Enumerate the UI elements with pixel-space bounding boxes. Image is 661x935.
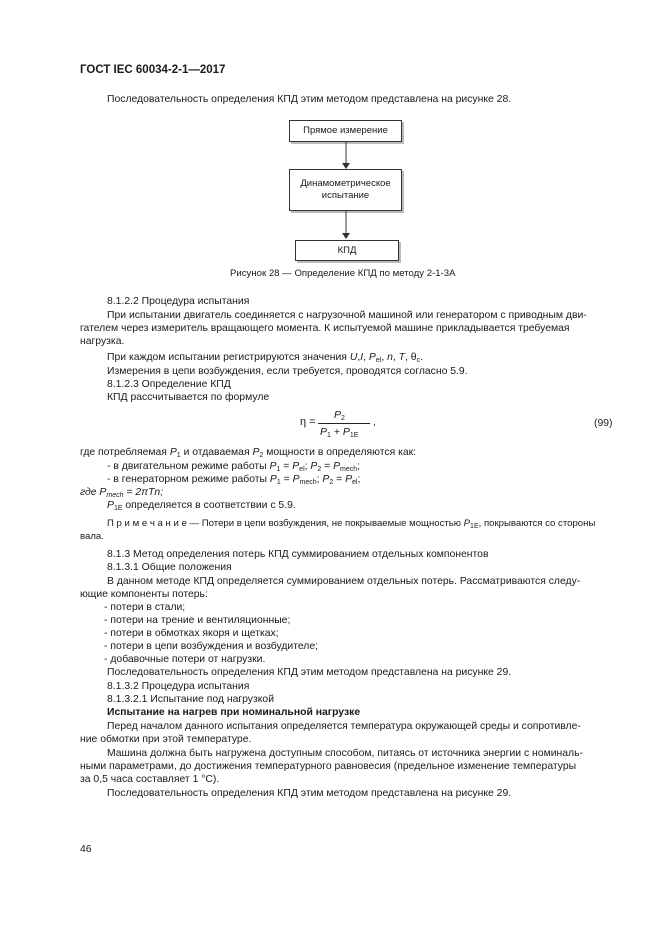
- list-item: - добавочные потери от нагрузки.: [104, 654, 266, 665]
- paragraph-line: Измерения в цепи возбуждения, если требуется, проводятся согласно 5.9.: [107, 366, 468, 377]
- def-where-text: где: [80, 487, 97, 498]
- list-item: - в двигательном режиме работы $P_1 = P_{el}$; $P_2 = P_{mech}$;: [107, 461, 361, 473]
- paragraph-line: В данном методе КПД определяется суммированием отдельных потерь. Рассматриваются следу-: [107, 576, 581, 587]
- pmech-definition: где $P_{mech} = 2\pi Tn$;: [80, 487, 164, 499]
- paragraph-line: Последовательность определения КПД этим методом представлена на рисунке 29.: [107, 667, 512, 678]
- arrow-head-icon: [342, 233, 350, 239]
- paragraph-line: Машина должна быть нагружена доступным способом, питаясь от источника энергии с номиналь-: [107, 748, 583, 759]
- box-dynamometer-line2: испытание: [321, 190, 370, 201]
- box-direct-measurement-label: Прямое измерение: [303, 125, 388, 136]
- list-item: - в генераторном режиме работы $P_1 = P_{mech}$; $P_2 = P_{el}$;: [107, 474, 361, 486]
- diagram-arrows: [340, 140, 352, 242]
- note-line2: вала.: [80, 531, 104, 542]
- generator-mode-text: - в генераторном режиме работы: [107, 474, 267, 485]
- section-heading-8122: 8.1.2.2 Процедура испытания: [107, 296, 250, 307]
- fraction-bar: [318, 423, 370, 424]
- intro-paragraph: Последовательность определения КПД этим методом представлена на рисунке 28.: [107, 94, 512, 105]
- note: П р и м е ч а н и е — Потери в цепи возбуждения, не покрываемые мощностью $P_{1E}$, покрываются со стороны: [107, 518, 596, 530]
- section-heading-813: 8.1.3 Метод определения потерь КПД суммированием отдельных компонентов: [107, 549, 489, 560]
- note-end-text: , покрываются со стороны: [478, 518, 596, 529]
- paragraph-line: гателем через измеритель вращающего момента. К испытуемой машине прикладывается требуемая: [80, 323, 570, 334]
- paragraph-line: При каждом испытании регистрируются значения U,I, $P_{el}$, n, T, $\theta_c$.: [107, 352, 423, 364]
- paragraph-line: нагрузка.: [80, 336, 125, 347]
- motor-mode-text: - в двигательном режиме работы: [107, 461, 267, 472]
- section-heading-8132: 8.1.3.2 Процедура испытания: [107, 681, 250, 692]
- box-efficiency: [295, 240, 399, 261]
- arrow-head-icon: [342, 163, 350, 169]
- where-end-text: мощности в определяются как:: [266, 447, 417, 458]
- paragraph-line: Последовательность определения КПД этим методом представлена на рисунке 29.: [107, 788, 512, 799]
- document-header: ГОСТ IEC 60034-2-1—2017: [80, 64, 226, 76]
- formula-comma: ,: [373, 417, 376, 428]
- box-efficiency-label: КПД: [337, 244, 357, 256]
- formula-denominator: $P_1 + P_{1E}$: [320, 426, 359, 439]
- paragraph-line: КПД рассчитывается по формуле: [107, 392, 270, 403]
- formula-numerator: $P_2$: [334, 409, 345, 422]
- paragraph-line: где потребляемая $P_1$ и отдаваемая $P_2$ мощности в определяются как:: [80, 447, 417, 459]
- equation-number: (99): [594, 418, 613, 429]
- paragraph-line: При испытании двигатель соединяется с нагрузочной машиной или генератором с приводным дви-: [107, 310, 587, 321]
- paragraph-line: Перед началом данного испытания определяется температура окружающей среды и сопротивле-: [107, 721, 581, 732]
- paragraph-line: ющие компоненты потерь:: [80, 589, 208, 600]
- p1e-text: определяется в соответствии с 5.9.: [125, 500, 296, 511]
- box-dynamometer-line1: Динамометрическое: [300, 178, 391, 189]
- list-item: - потери в обмотках якоря и щетках;: [104, 628, 279, 639]
- box-direct-measurement: [289, 120, 402, 142]
- figure-caption: Рисунок 28 — Определение КПД по методу 2-1-3А: [230, 268, 456, 279]
- where-text: где потребляемая: [80, 447, 167, 458]
- page-number: 46: [80, 844, 92, 855]
- recorded-values-text: При каждом испытании регистрируются значения: [107, 352, 347, 363]
- paragraph-line: ние обмотки при этой температуре.: [80, 734, 252, 745]
- list-item: - потери в стали;: [104, 602, 186, 613]
- list-item: - потери на трение и вентиляционные;: [104, 615, 291, 626]
- note-text: — Потери в цепи возбуждения, не покрываемые мощностью: [186, 518, 461, 529]
- section-heading-8131: 8.1.3.1 Общие положения: [107, 562, 232, 573]
- bold-subheading: Испытание на нагрев при номинальной нагрузке: [107, 707, 361, 718]
- paragraph-line: ными параметрами, до достижения температурного равновесия (предельное изменение температуры: [80, 761, 577, 772]
- section-heading-81321: 8.1.3.2.1 Испытание под нагрузкой: [107, 694, 275, 705]
- formula-lhs: η =: [300, 416, 316, 428]
- list-item: - потери в цепи возбуждения и возбудителе;: [104, 641, 318, 652]
- paragraph-line: за 0,5 часа составляет 1 °С).: [80, 774, 220, 785]
- where-mid-text: и отдаваемая: [183, 447, 250, 458]
- p1e-definition: $P_{1E}$ определяется в соответствии с 5.9.: [107, 500, 296, 512]
- note-label: П р и м е ч а н и е: [107, 518, 187, 529]
- section-heading-8123: 8.1.2.3 Определение КПД: [107, 379, 231, 390]
